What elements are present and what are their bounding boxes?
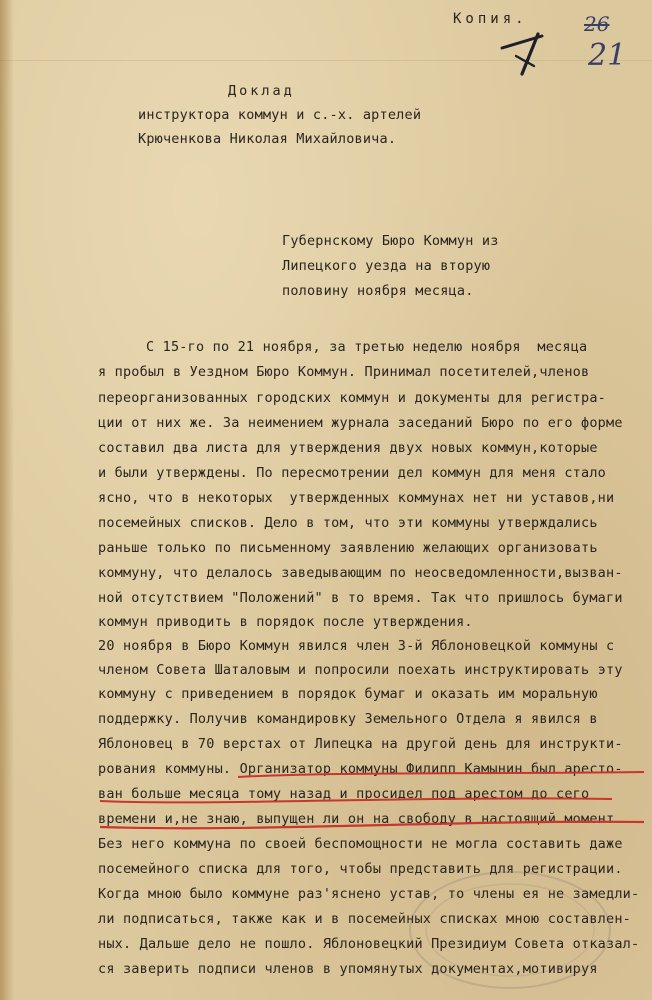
addressee-line: половину ноября месяца. (282, 283, 474, 299)
addressee-line: Липецкого уезда на вторую (282, 258, 491, 274)
underline-mark (100, 798, 612, 802)
copy-label: Копия. (453, 11, 528, 27)
archive-number-old: 26 (584, 12, 610, 36)
report-author: Крюченкова Николая Михайловича. (138, 131, 397, 147)
body-line: я пробыл в Уездном Бюро Коммун. Принимал посетителей,членов (98, 364, 590, 380)
addressee-line: Губернскому Бюро Коммун из (282, 233, 499, 249)
archive-number-new: 21 (588, 38, 627, 73)
underline-mark (100, 822, 644, 828)
body-line: раньше только по письменному заявлению желающих организовать (98, 540, 598, 556)
body-line: посемейного списка для того, чтобы представить для регистрации. (98, 861, 623, 877)
body-line: поддержку. Получив командировку Земельного Отдела я явился в (98, 711, 598, 727)
body-line: ван больше месяца тому назад и просидел под арестом до сего (98, 786, 590, 802)
body-line: коммун приводить в порядок после утверждения. (98, 614, 473, 630)
body-line: членом Совета Шаталовым и попросили поехать инструктировать эту (98, 662, 623, 678)
body-line: ных. Дальше дело не пошло. Яблоновецкий Президиум Совета отказал- (98, 936, 640, 952)
underline-mark (238, 772, 644, 777)
body-line: Без него коммуна по своей беспомощности не могла составить даже (98, 836, 623, 852)
body-line: С 15-го по 21 ноября, за третью неделю ноября месяца (146, 339, 588, 355)
body-line: ли подписаться, также как и в посемейных списках мною составлен- (98, 911, 631, 927)
body-line: и были утверждены. По пересмотрении дел коммун для меня стало (98, 465, 606, 481)
body-line: ции от них же. За неимением журнала заседаний Бюро по его форме (98, 415, 623, 431)
body-line: посемейных списков. Дело в том, что эти коммуны утверждались (98, 515, 598, 531)
body-line: 20 ноября в Бюро Коммун явился член 3-й Яблоновецкой коммуны с (98, 638, 615, 654)
body-line: коммуну с приведением в порядок бумаг и оказать им моральную (98, 686, 598, 702)
body-line: ся заверить подписи членов в упомянутых документах,мотивируя (98, 961, 598, 977)
body-line: времени и,не знаю, выпущен ли он на свободу в настоящий момент. (98, 811, 623, 827)
body-line: рования коммуны. Организатор коммуны Филипп Камынин был аресто- (98, 761, 623, 777)
faint-archive-stamp (400, 860, 620, 1000)
body-line: ясно, что в некоторых утвержденных коммунах нет ни уставов,ни (98, 490, 615, 506)
body-line: Яблоновец в 70 верстах от Липецка на другой день для инструкти- (98, 736, 623, 752)
body-line: коммуну, что делалось заведывающим по неосведомленности,вызван- (98, 565, 623, 581)
report-title: Доклад (228, 83, 295, 99)
report-subtitle: инструктора коммун и с.-х. артелей (138, 107, 422, 123)
body-line: переорганизованных городских коммун и документы для регистра- (98, 390, 606, 406)
body-line: Когда мною было коммуне раз'яснено устав, то члены ея не замедли- (98, 886, 640, 902)
body-line: составил два листа для утверждения двух новых коммун,которые (98, 440, 598, 456)
body-line: ной отсутствием "Положений" в то время. Так что пришлось бумаги (98, 590, 623, 606)
